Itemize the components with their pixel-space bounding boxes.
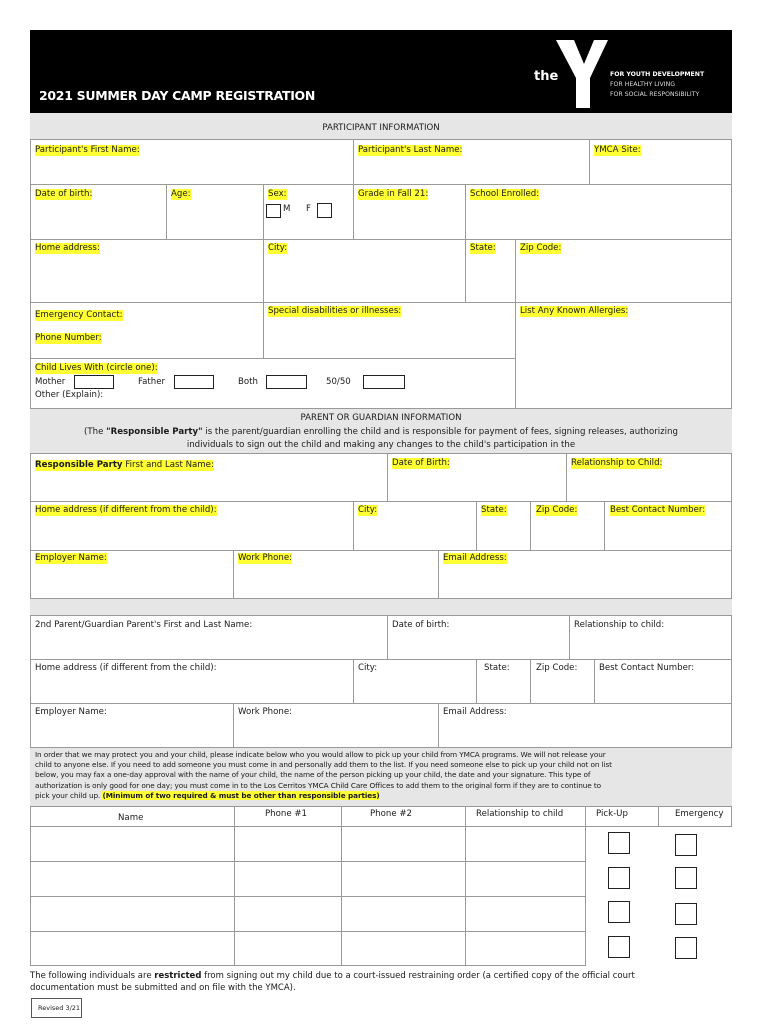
rp-dob-label: Date of Birth: bbox=[392, 458, 450, 468]
table-row-2-pickup-checkbox[interactable] bbox=[608, 867, 630, 889]
last-name-label: Participant's Last Name: bbox=[358, 145, 463, 155]
city-field[interactable] bbox=[263, 239, 466, 303]
city-label: City: bbox=[268, 243, 288, 253]
restricted-line-2: documentation must be submitted and on file with the YMCA). bbox=[30, 983, 296, 993]
both-box[interactable] bbox=[266, 375, 307, 389]
table-row-1-relationship[interactable] bbox=[465, 826, 586, 862]
pickup-line-4: authorization is only good for one day; you must come in to the Los Cerritos YMCA Child Care Offices to add them to the original form if they are to continue to bbox=[35, 780, 601, 790]
table-row-2-phone2[interactable] bbox=[341, 861, 466, 897]
g2-name-label: 2nd Parent/Guardian Parent's First and Last Name: bbox=[35, 620, 253, 630]
table-row-1-phone1[interactable] bbox=[234, 826, 342, 862]
rp-state-label: State: bbox=[481, 505, 507, 515]
table-row-1-phone2[interactable] bbox=[341, 826, 466, 862]
rp-name-label bbox=[35, 460, 214, 471]
participant-heading: PARTICIPANT INFORMATION bbox=[322, 123, 440, 133]
col-relationship-label: Relationship to child bbox=[476, 809, 564, 819]
g2-employer-label: Employer Name: bbox=[35, 707, 107, 717]
table-row-4-name[interactable] bbox=[30, 931, 235, 966]
rp-email-label: Email Address: bbox=[443, 553, 507, 563]
table-row-4-emergency-checkbox[interactable] bbox=[675, 937, 697, 959]
table-row-3-emergency-checkbox[interactable] bbox=[675, 903, 697, 925]
revised-box bbox=[31, 998, 82, 1018]
g2-zip-label: Zip Code: bbox=[536, 663, 578, 673]
restricted-pre: The following individuals are bbox=[30, 971, 155, 981]
form-title: 2021 SUMMER DAY CAMP REGISTRATION bbox=[39, 88, 316, 103]
table-row-3-relationship[interactable] bbox=[465, 896, 586, 932]
table-row-1-emergency-checkbox[interactable] bbox=[675, 834, 697, 856]
table-row-3-phone2[interactable] bbox=[341, 896, 466, 932]
school-label: School Enrolled: bbox=[470, 189, 540, 199]
col-pickup-label: Pick-Up bbox=[596, 809, 628, 819]
pickup-paragraph bbox=[35, 750, 735, 801]
col-phone2-label: Phone #2 bbox=[370, 809, 413, 819]
father-label: Father bbox=[138, 377, 166, 387]
ymca-site-label: YMCA Site: bbox=[594, 145, 641, 155]
guardian-description-2: individuals to sign out the child and making any changes to the child's participation in the bbox=[186, 440, 576, 450]
desc-post: is the parent/guardian enrolling the child and is responsible for payment of fees, signing releases, authorizing bbox=[202, 427, 678, 437]
rp-city-label: City: bbox=[358, 505, 378, 515]
fifty-label: 50/50 bbox=[326, 377, 351, 387]
zip-label: Zip Code: bbox=[520, 243, 562, 253]
ymca-logo bbox=[530, 38, 610, 110]
pickup-line-5 bbox=[35, 791, 735, 801]
guardian-description bbox=[30, 427, 732, 438]
sex-f-checkbox[interactable] bbox=[317, 203, 332, 218]
sex-f-label: F bbox=[306, 204, 311, 214]
desc-pre: (The bbox=[84, 427, 107, 437]
state-label: State: bbox=[470, 243, 496, 253]
first-name-label: Participant's First Name: bbox=[35, 145, 140, 155]
grade-label: Grade in Fall 21: bbox=[358, 189, 429, 199]
pickup-line-1: In order that we may protect you and your child, please indicate below who you would allow to pick up your child from YMCA programs. We will not release your bbox=[35, 750, 606, 759]
rp-rest: First and Last Name: bbox=[122, 460, 214, 470]
table-row-1-pickup-checkbox[interactable] bbox=[608, 832, 630, 854]
other-label: Other (Explain): bbox=[35, 390, 104, 400]
y-logo-icon bbox=[554, 38, 610, 110]
g2-state-label: State: bbox=[484, 663, 510, 673]
table-row-2-relationship[interactable] bbox=[465, 861, 586, 897]
tagline-line-2: FOR HEALTHY LIVING bbox=[610, 81, 676, 88]
logo-vertical: YMCA bbox=[569, 80, 574, 93]
both-label: Both bbox=[238, 377, 258, 387]
rp-relationship-label: Relationship to Child: bbox=[571, 458, 663, 468]
table-row-3-name[interactable] bbox=[30, 896, 235, 932]
fifty-box[interactable] bbox=[363, 375, 405, 389]
sex-m-label: M bbox=[283, 204, 291, 214]
rp-employer-label: Employer Name: bbox=[35, 553, 107, 563]
g2-address-label: Home address (if different from the child): bbox=[35, 663, 217, 673]
rp-zip-label: Zip Code: bbox=[536, 505, 578, 515]
restricted-notice bbox=[30, 970, 734, 994]
col-emergency-label: Emergency bbox=[675, 809, 724, 819]
table-row-3-pickup-checkbox[interactable] bbox=[608, 901, 630, 923]
restricted-bold: restricted bbox=[154, 971, 202, 981]
table-row-3-phone1[interactable] bbox=[234, 896, 342, 932]
disabilities-label: Special disabilities or illnesses: bbox=[268, 306, 402, 316]
tagline-line-3: FOR SOCIAL RESPONSIBILITY bbox=[610, 91, 700, 98]
g2-relationship-label: Relationship to child: bbox=[574, 620, 665, 630]
allergies-label: List Any Known Allergies: bbox=[520, 306, 629, 316]
table-row-4-phone1[interactable] bbox=[234, 931, 342, 966]
table-row-4-relationship[interactable] bbox=[465, 931, 586, 966]
father-box[interactable] bbox=[174, 375, 214, 389]
pickup-line-3: below, you may fax a one-day approval with the name of your child, the name of the person picking up your child, the date and your signature. This type of bbox=[35, 770, 591, 780]
g2-best-contact-label: Best Contact Number: bbox=[599, 663, 695, 673]
rp-work-phone-label: Work Phone: bbox=[238, 553, 293, 563]
header-bar bbox=[30, 30, 732, 113]
guardian-heading: PARENT OR GUARDIAN INFORMATION bbox=[300, 413, 462, 423]
g2-city-label: City: bbox=[358, 663, 378, 673]
dob-label: Date of birth: bbox=[35, 189, 93, 199]
phone-number-label: Phone Number: bbox=[35, 333, 102, 343]
mother-label: Mother bbox=[35, 377, 66, 387]
col-phone1-label: Phone #1 bbox=[265, 809, 308, 819]
lives-with-label: Child Lives With (circle one): bbox=[35, 363, 158, 373]
pickup-line-2: child to anyone else. If you need to add someone you must come in and personally add them to the list. If you need someone else to pick up your child not on list bbox=[35, 760, 612, 770]
age-label: Age: bbox=[171, 189, 191, 199]
pickup-table bbox=[30, 806, 732, 966]
sex-m-checkbox[interactable] bbox=[266, 204, 281, 218]
tagline-line-1: FOR YOUTH DEVELOPMENT bbox=[610, 71, 705, 78]
rp-address-label: Home address (if different from the child): bbox=[35, 505, 217, 515]
tagline bbox=[610, 70, 704, 100]
allergies-field[interactable] bbox=[515, 302, 732, 409]
emergency-contact-label: Emergency Contact: bbox=[35, 310, 123, 320]
pickup-requirement: (Minimum of two required & must be other than responsible parties) bbox=[102, 790, 380, 800]
pickup-line-5-text: pick your child up. bbox=[35, 790, 103, 800]
restricted-post: from signing out my child due to a court-issued restraining order (a certified copy of the official court bbox=[201, 971, 635, 981]
table-row-2-name[interactable] bbox=[30, 861, 235, 897]
g2-email-label: Email Address: bbox=[443, 707, 507, 717]
home-address-label: Home address: bbox=[35, 243, 100, 253]
rp-best-contact-label: Best Contact Number: bbox=[610, 505, 706, 515]
g2-work-phone-label: Work Phone: bbox=[238, 707, 293, 717]
table-row-1-name[interactable] bbox=[30, 826, 235, 862]
mother-box[interactable] bbox=[74, 375, 114, 389]
revised-label: Revised 3/21 bbox=[38, 1004, 81, 1012]
col-name-label: Name bbox=[118, 813, 144, 823]
desc-bold: "Responsible Party" bbox=[106, 427, 203, 437]
table-row-2-phone1[interactable] bbox=[234, 861, 342, 897]
rp-bold: Responsible Party bbox=[35, 460, 123, 470]
restricted-line-1 bbox=[30, 970, 734, 982]
separator-band bbox=[30, 599, 732, 615]
table-row-4-pickup-checkbox[interactable] bbox=[608, 936, 630, 958]
table-row-2-emergency-checkbox[interactable] bbox=[675, 867, 697, 889]
g2-dob-label: Date of birth: bbox=[392, 620, 450, 630]
sex-label: Sex: bbox=[268, 189, 287, 199]
logo-word: the bbox=[534, 69, 559, 84]
table-row-4-phone2[interactable] bbox=[341, 931, 466, 966]
